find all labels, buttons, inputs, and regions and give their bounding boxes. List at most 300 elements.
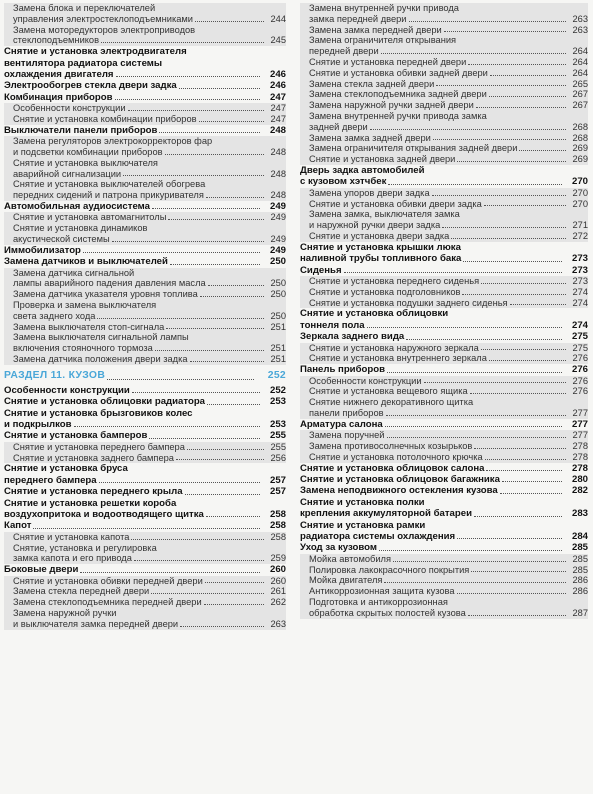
toc-entry-text: включения стояночного тормоза — [13, 343, 153, 354]
toc-entry-text: Мойка двигателя — [309, 575, 383, 586]
toc-entry-line: Дверь задка автомобилей — [300, 164, 425, 176]
dot-leader — [166, 328, 264, 329]
toc-entry-line — [4, 92, 262, 103]
toc-entry-text: Снятие и установка переднего бампера — [13, 441, 185, 452]
dot-leader — [97, 318, 264, 319]
toc-chapter-entry — [4, 385, 286, 396]
toc-entry-line — [309, 154, 568, 165]
toc-entry-line — [309, 133, 568, 144]
page-number: 263 — [572, 13, 588, 24]
toc-entry-text: обработка скрытых полостей кузова — [309, 607, 466, 618]
toc-subentry — [4, 322, 286, 333]
toc-entry-line — [4, 430, 262, 441]
page-number: 277 — [571, 418, 588, 430]
toc-entry-text: Арматура салона — [300, 418, 383, 430]
page-number: 267 — [572, 100, 588, 111]
dot-leader — [83, 252, 260, 253]
toc-subentry — [300, 209, 588, 231]
page-number: 252 — [267, 369, 286, 381]
page-number: 285 — [572, 553, 588, 564]
toc-entry-line: Снятие и установка рамки — [300, 519, 426, 531]
toc-entry-line — [4, 385, 262, 396]
toc-entry-text: Снятие и установка капота — [13, 531, 130, 542]
toc-entry-line — [13, 532, 266, 543]
toc-chapter-entry — [4, 430, 286, 441]
page-number: 276 — [572, 353, 588, 364]
toc-entry-text: Электрообогрев стекла двери задка — [4, 80, 177, 92]
page-number: 276 — [572, 375, 588, 386]
page-number: 277 — [572, 407, 588, 418]
dot-leader — [457, 538, 562, 539]
toc-entry-line: Проверка и замена выключателя — [13, 300, 157, 310]
dot-leader — [207, 404, 260, 405]
toc-entry-text: Уход за кузовом — [300, 542, 377, 554]
toc-entry-line — [13, 311, 266, 322]
toc-subentry — [300, 154, 588, 165]
toc-entry-text: задней двери — [309, 121, 368, 132]
dot-leader — [481, 283, 566, 284]
dot-leader — [132, 392, 260, 393]
dot-leader — [115, 99, 260, 100]
toc-subentry — [300, 276, 588, 287]
page-number: 260 — [269, 564, 286, 576]
dot-leader — [393, 561, 566, 562]
toc-entry-line — [309, 430, 568, 441]
toc-entry-line — [300, 320, 564, 331]
toc-subentry — [4, 300, 286, 322]
toc-entry-line — [309, 452, 568, 463]
toc-entry-text: Капот — [4, 520, 32, 532]
toc-entry-line: Замена моторедукторов электроприводов — [13, 24, 196, 35]
toc-entry-line — [13, 586, 266, 597]
page-number: 248 — [270, 168, 286, 179]
page-number: 263 — [270, 618, 286, 629]
dot-leader — [176, 459, 264, 460]
page-number: 282 — [571, 485, 588, 497]
toc-entry-line: Снятие и установка крышки люка — [300, 241, 461, 253]
dot-leader — [384, 582, 566, 583]
dot-leader — [200, 296, 264, 297]
page-number: 276 — [571, 364, 588, 376]
dot-leader — [116, 76, 260, 77]
toc-entry-line — [4, 201, 262, 212]
page-number: 287 — [572, 607, 588, 618]
toc-chapter-entry — [4, 564, 286, 575]
page-number: 249 — [270, 234, 286, 244]
toc-entry-text: Замена поручней — [309, 430, 385, 441]
toc-entry-text: Замена противосолнечных козырьков — [309, 440, 473, 451]
toc-entry-line — [309, 386, 568, 397]
toc-entry-line — [13, 597, 266, 608]
toc-entry-line — [13, 35, 266, 46]
dot-leader — [152, 208, 260, 209]
dot-leader — [74, 426, 260, 427]
toc-entry-line — [309, 586, 568, 597]
toc-chapter-entry — [300, 308, 588, 331]
page-number: 258 — [269, 520, 286, 532]
page-number: 255 — [270, 441, 286, 452]
toc-entry-text: Замена наружной ручки задней двери — [309, 100, 474, 111]
toc-entry-line — [300, 176, 564, 187]
toc-entry-text: Особенности конструкции — [13, 103, 126, 114]
dot-leader — [489, 360, 566, 361]
toc-entry-line — [300, 463, 564, 474]
dot-leader — [134, 560, 264, 561]
toc-entry-line: Снятие нижнего декоративного щитка — [309, 397, 474, 408]
toc-entry-text: Снятие и установка передней двери — [309, 56, 467, 67]
dot-leader — [205, 582, 264, 583]
toc-entry-text: Снятие и установка бамперов — [4, 430, 148, 442]
dot-leader — [206, 197, 264, 198]
dot-leader — [170, 264, 260, 265]
toc-entry-text: Замена стеклоподъемника задней двери — [309, 89, 487, 100]
page-number: 267 — [572, 89, 588, 100]
page-number: 246 — [269, 69, 286, 80]
toc-entry-text: Особенности конструкции — [4, 384, 130, 396]
toc-subentry — [300, 554, 588, 565]
toc-entry-text: крепления аккумуляторной батареи — [300, 508, 472, 520]
toc-entry-text: наливной трубы топливного бака — [300, 253, 462, 265]
toc-entry-text: Снятие и установка вещевого ящика — [309, 386, 468, 397]
toc-entry-text: Замена замка передней двери — [309, 24, 442, 35]
dot-leader — [500, 493, 562, 494]
page-number: 264 — [572, 46, 588, 57]
toc-entry-text: лампы аварийного падения давления масла — [13, 278, 206, 289]
toc-chapter-entry — [4, 463, 286, 486]
page-number: 255 — [269, 430, 286, 442]
dot-leader — [457, 593, 566, 594]
toc-entry-line — [13, 103, 266, 114]
toc-entry-text: Замена упоров двери задка — [309, 187, 430, 198]
page-number: 262 — [270, 597, 286, 608]
toc-entry-line — [309, 287, 568, 298]
toc-entry-text: Сиденья — [300, 264, 342, 276]
toc-entry-line — [300, 542, 564, 553]
page-number: 258 — [269, 509, 286, 521]
dot-leader — [489, 96, 566, 97]
toc-subentry — [300, 353, 588, 364]
toc-subentry — [300, 376, 588, 387]
toc-chapter-entry — [300, 364, 588, 375]
dot-leader — [386, 415, 566, 416]
dot-leader — [385, 426, 562, 427]
dot-leader — [206, 516, 260, 517]
dot-leader — [468, 64, 566, 65]
toc-entry-text: Снятие и установка подушки заднего сиденья — [309, 297, 508, 308]
dot-leader — [179, 88, 260, 89]
toc-chapter-entry — [300, 485, 588, 496]
toc-entry-text: Снятие и установка переднего сиденья — [309, 275, 480, 286]
page-number: 264 — [572, 56, 588, 67]
toc-entry-text: Иммобилизатор — [4, 244, 81, 256]
page-number: 273 — [571, 264, 588, 276]
toc-entry-text: и выключателя замка передней двери — [13, 618, 179, 629]
toc-entry-text: Панель приборов — [300, 364, 385, 376]
toc-section-heading — [4, 369, 286, 383]
toc-entry-text: Снятие и установка задней двери — [309, 154, 456, 165]
toc-entry-line — [309, 343, 568, 354]
toc-entry-line — [13, 114, 266, 125]
toc-entry-line: Замена блока и переключателей — [13, 3, 156, 13]
toc-entry-text: замка капота и его привода — [13, 553, 132, 564]
toc-subentry — [300, 3, 588, 25]
toc-entry-text: охлаждения двигателя — [4, 69, 114, 80]
dot-leader — [387, 372, 562, 373]
toc-subentry — [300, 287, 588, 298]
toc-chapter-entry — [4, 245, 286, 256]
dot-leader — [381, 53, 566, 54]
toc-entry-line — [300, 474, 564, 485]
page-number: 285 — [572, 564, 588, 575]
dot-leader — [406, 339, 562, 340]
toc-subentry — [300, 343, 588, 354]
toc-entry-line — [13, 169, 266, 180]
toc-entry-line — [309, 188, 568, 199]
toc-entry-line — [309, 554, 568, 565]
toc-entry-text: переднего бампера — [4, 474, 97, 486]
toc-entry-line — [4, 245, 262, 256]
toc-entry-line — [309, 46, 568, 57]
toc-subentry — [300, 111, 588, 133]
dot-leader — [379, 550, 562, 551]
toc-entry-line — [13, 278, 266, 289]
dot-leader — [462, 294, 566, 295]
dot-leader — [387, 437, 567, 438]
toc-entry-text: Снятие и установка облицовок салона — [300, 462, 485, 474]
toc-entry-line — [300, 364, 564, 375]
toc-subentry — [300, 100, 588, 111]
toc-entry-line: Замена выключателя сигнальной лампы — [13, 332, 189, 343]
toc-entry-text: управления электростеклоподъемниками — [13, 13, 193, 24]
toc-subentry — [300, 57, 588, 68]
toc-entry-line — [4, 396, 262, 407]
toc-entry-text: с кузовом хэтчбек — [300, 176, 387, 188]
toc-entry-line — [4, 486, 262, 497]
toc-subentry — [300, 452, 588, 463]
dot-leader — [474, 448, 566, 449]
page-number: 249 — [270, 212, 286, 223]
toc-subentry — [300, 575, 588, 586]
toc-subentry — [300, 430, 588, 441]
toc-entry-line — [309, 408, 568, 419]
page-number: 270 — [571, 176, 588, 188]
toc-entry-text: Снятие и установка переднего крыла — [4, 486, 183, 498]
toc-subentry — [300, 441, 588, 452]
page-number: 248 — [269, 124, 286, 136]
dot-leader — [485, 459, 566, 460]
toc-entry-text: Снятие и установка обивки двери задка — [309, 198, 482, 209]
page-number: 264 — [572, 67, 588, 78]
toc-chapter-entry — [300, 542, 588, 553]
toc-chapter-entry — [4, 408, 286, 431]
toc-entry-text: Снятие и установка облицовки радиатора — [4, 396, 206, 408]
toc-chapter-entry — [4, 486, 286, 497]
dot-leader — [470, 393, 566, 394]
toc-entry-text: замка передней двери — [309, 13, 407, 24]
page-number: 263 — [572, 24, 588, 35]
page-number: 260 — [270, 575, 286, 586]
toc-entry-line — [309, 608, 568, 619]
toc-entry-text: воздухопритока и водоотводящего щитка — [4, 509, 204, 521]
toc-chapter-entry — [4, 520, 286, 531]
toc-entry-line: Снятие и установка выключателей обогрева — [13, 179, 206, 190]
toc-entry-line: Снятие и установка полки — [300, 496, 425, 508]
toc-entry-text: Снятие и установка заднего бампера — [13, 452, 174, 463]
page-number: 280 — [571, 473, 588, 485]
page-number: 278 — [571, 462, 588, 474]
toc-entry-line: Замена регуляторов электрокорректоров фар — [13, 136, 213, 147]
toc-entry-line: Снятие и установка выключателя — [13, 157, 158, 168]
toc-subentry — [300, 298, 588, 309]
page-number: 268 — [572, 121, 588, 132]
toc-entry-text: радиатора системы охлаждения — [300, 531, 456, 542]
dot-leader — [474, 516, 562, 517]
page-number: 251 — [270, 343, 286, 354]
toc-subentry — [4, 289, 286, 300]
page-number: 286 — [572, 586, 588, 597]
dot-leader — [185, 494, 260, 495]
toc-entry-line — [4, 256, 262, 267]
toc-entry-line — [13, 576, 266, 587]
toc-entry-line — [309, 143, 568, 154]
toc-entry-text: Снятие и установка облицовок багажника — [300, 473, 500, 485]
dot-leader — [476, 107, 566, 108]
toc-entry-line — [13, 322, 266, 333]
toc-chapter-entry — [300, 242, 588, 265]
toc-entry-line — [300, 331, 564, 342]
toc-entry-line — [309, 298, 568, 309]
page-number: 285 — [571, 542, 588, 554]
dot-leader — [165, 154, 264, 155]
page-number: 283 — [571, 508, 588, 520]
toc-entry-line — [4, 509, 262, 520]
toc-entry-line: Снятие и установка электродвигателя — [4, 46, 187, 58]
page-number: 251 — [270, 321, 286, 332]
toc-entry-line — [4, 475, 262, 486]
toc-subentry — [300, 35, 588, 57]
page-number: 276 — [572, 386, 588, 397]
page-number: 261 — [270, 586, 286, 597]
dot-leader — [451, 238, 566, 239]
toc-entry-text: Снятие и установка подголовников — [309, 286, 461, 297]
toc-subentry — [300, 597, 588, 619]
toc-chapter-entry — [4, 396, 286, 407]
toc-entry-line — [309, 441, 568, 452]
toc-chapter-entry — [300, 331, 588, 342]
dot-leader — [199, 121, 264, 122]
toc-subentry — [4, 158, 286, 180]
toc-chapter-entry — [4, 498, 286, 521]
toc-entry-line — [309, 14, 568, 25]
dot-leader — [468, 615, 566, 616]
toc-entry-text: Снятие и установка обивки передней двери — [13, 575, 203, 586]
toc-chapter-entry — [300, 474, 588, 485]
toc-subentry — [300, 199, 588, 210]
toc-entry-text: Автомобильная аудиосистема — [4, 201, 150, 212]
toc-entry-line — [13, 289, 266, 300]
toc-entry-line — [13, 14, 266, 25]
page-number: 248 — [270, 190, 286, 201]
toc-entry-text: Снятие и установка обивки задней двери — [309, 67, 488, 78]
toc-subentry — [300, 231, 588, 242]
toc-chapter-entry — [4, 201, 286, 212]
dot-leader — [481, 349, 566, 350]
toc-subentry — [300, 386, 588, 397]
toc-entry-line: Замена замка, выключателя замка — [309, 209, 460, 220]
page-number: 245 — [270, 35, 286, 46]
page-number: 249 — [269, 244, 286, 256]
toc-entry-text: Снятие и установка потолочного крючка — [309, 451, 483, 462]
toc-entry-line — [13, 442, 266, 453]
dot-leader — [159, 132, 260, 133]
toc-entry-line — [309, 57, 568, 68]
toc-entry-line — [13, 212, 266, 223]
dot-leader — [444, 31, 566, 32]
page-number: 258 — [270, 531, 286, 542]
toc-entry-line — [300, 253, 564, 264]
toc-entry-text: панели приборов — [309, 407, 384, 418]
dot-leader — [486, 470, 562, 471]
toc-chapter-entry — [300, 165, 588, 188]
page-number: 277 — [572, 430, 588, 441]
page-number: 247 — [269, 91, 286, 103]
page-number: 274 — [572, 286, 588, 297]
page-number: 249 — [269, 201, 286, 212]
toc-chapter-entry — [4, 92, 286, 103]
toc-entry-text: Зеркала заднего вида — [300, 331, 405, 343]
toc-entry-text: Полировка лакокрасочного покрытия — [309, 564, 470, 575]
toc-entry-text: Замена стеклоподъемника передней двери — [13, 597, 202, 608]
toc-entry-text: Снятие и установка автомагнитолы — [13, 212, 167, 223]
toc-subentry — [4, 179, 286, 201]
toc-chapter-entry — [4, 256, 286, 267]
dot-leader — [510, 304, 566, 305]
toc-entry-text: Замена датчика положения двери задка — [13, 353, 188, 364]
page-number: 247 — [270, 103, 286, 114]
toc-entry-text: передних сидений и патрона прикуривателя — [13, 190, 204, 201]
toc-entry-line — [13, 453, 266, 464]
toc-entry-line — [309, 68, 568, 79]
toc-entry-line — [309, 353, 568, 364]
toc-entry-line — [4, 369, 256, 383]
toc-subentry — [300, 79, 588, 90]
toc-entry-line — [309, 575, 568, 586]
toc-entry-line — [309, 276, 568, 287]
toc-chapter-entry — [4, 46, 286, 80]
dot-leader — [168, 219, 264, 220]
toc-entry-text: РАЗДЕЛ 11. КУЗОВ — [4, 369, 106, 381]
dot-leader — [149, 438, 260, 439]
toc-left-column — [4, 3, 286, 630]
toc-entry-line — [13, 343, 266, 354]
toc-entry-line — [300, 265, 564, 276]
toc-entry-line: Снятие и установка динамиков — [13, 223, 148, 234]
toc-subentry — [4, 586, 286, 597]
toc-entry-text: Мойка автомобиля — [309, 553, 392, 564]
toc-entry-line — [300, 485, 564, 496]
toc-subentry — [300, 397, 588, 419]
page-number: 244 — [270, 13, 286, 24]
toc-subentry — [4, 212, 286, 223]
dot-leader — [204, 604, 264, 605]
toc-entry-line — [13, 234, 266, 245]
dot-leader — [436, 85, 566, 86]
toc-subentry — [4, 576, 286, 587]
dot-leader — [208, 285, 264, 286]
page-number: 286 — [572, 575, 588, 586]
page-number: 270 — [572, 187, 588, 198]
toc-entry-line — [13, 619, 266, 630]
